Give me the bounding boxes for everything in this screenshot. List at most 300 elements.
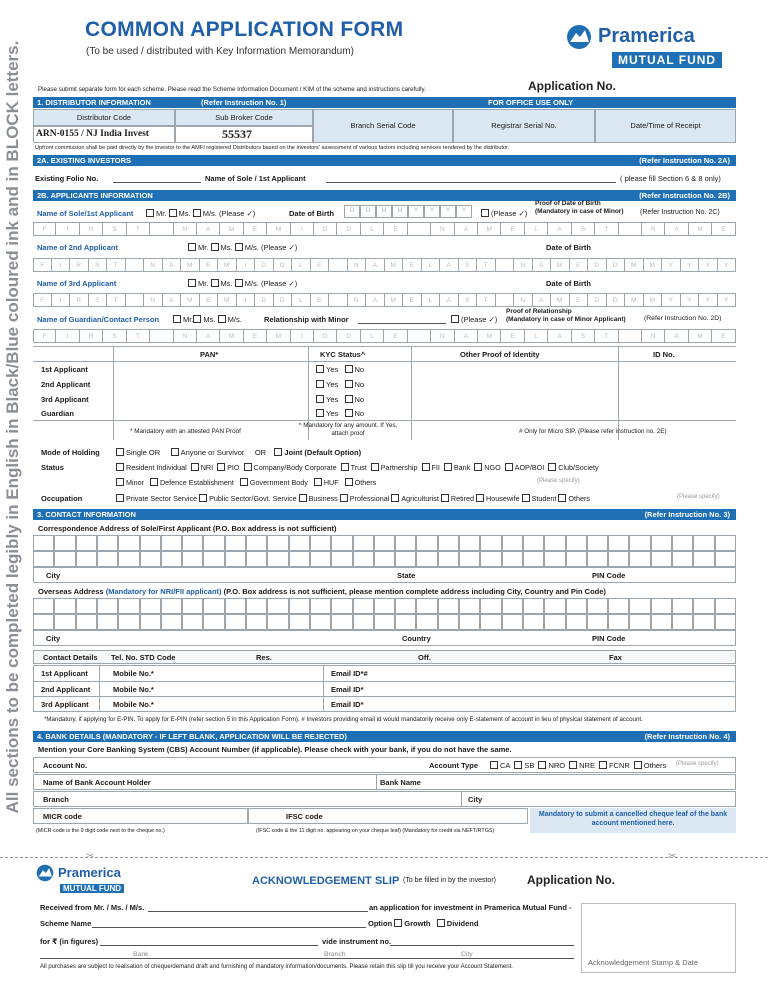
name-char-box[interactable]: D <box>255 293 274 307</box>
name-char-box[interactable]: E <box>244 222 267 236</box>
occupation-options[interactable] <box>116 494 592 503</box>
checkbox[interactable] <box>441 494 449 502</box>
address-char-box[interactable] <box>651 551 672 567</box>
checkbox[interactable] <box>244 463 252 471</box>
address-char-box[interactable] <box>566 551 587 567</box>
address-char-box[interactable] <box>566 598 587 614</box>
name-char-box[interactable]: N <box>174 222 197 236</box>
name-char-box[interactable]: T <box>477 293 496 307</box>
option-item[interactable] <box>345 478 377 487</box>
name-char-box[interactable]: M <box>181 293 200 307</box>
vide-input[interactable] <box>390 945 574 946</box>
address-char-box[interactable] <box>693 598 714 614</box>
folio-input[interactable] <box>113 182 201 183</box>
name-char-box[interactable]: A <box>440 293 459 307</box>
address-char-box[interactable] <box>480 535 501 551</box>
name-char-box[interactable]: I <box>56 222 79 236</box>
checkbox[interactable] <box>116 494 124 502</box>
address-char-box[interactable] <box>353 535 374 551</box>
checkbox[interactable] <box>217 463 225 471</box>
checkbox[interactable] <box>476 494 484 502</box>
address-char-box[interactable] <box>395 535 416 551</box>
address-char-box[interactable] <box>267 614 288 630</box>
name-char-box[interactable]: T <box>127 329 150 343</box>
address-char-box[interactable] <box>267 535 288 551</box>
option-item[interactable] <box>244 463 337 472</box>
name-char-box[interactable] <box>619 329 642 343</box>
name-char-box[interactable] <box>496 293 515 307</box>
address-char-box[interactable] <box>54 535 75 551</box>
name-char-box[interactable]: M <box>218 258 237 272</box>
checkbox[interactable] <box>116 478 124 486</box>
checkbox[interactable] <box>345 478 353 486</box>
address-char-box[interactable] <box>353 551 374 567</box>
name-char-box[interactable]: M <box>551 258 570 272</box>
address-char-box[interactable] <box>459 614 480 630</box>
name-char-box[interactable]: L <box>525 329 548 343</box>
option-item[interactable] <box>371 463 418 472</box>
address-char-box[interactable] <box>544 614 565 630</box>
name-char-box[interactable]: M <box>218 293 237 307</box>
option-item[interactable] <box>634 761 667 770</box>
name-char-box[interactable]: S <box>89 293 108 307</box>
address-char-box[interactable] <box>118 614 139 630</box>
address-char-box[interactable] <box>331 535 352 551</box>
address-char-box[interactable] <box>76 535 97 551</box>
name-char-box[interactable]: M <box>625 258 644 272</box>
address-char-box[interactable] <box>374 614 395 630</box>
option-item[interactable] <box>340 494 390 503</box>
option-item[interactable] <box>341 463 367 472</box>
address-char-box[interactable] <box>459 535 480 551</box>
corr-address-boxes[interactable] <box>33 535 736 567</box>
option-item[interactable] <box>150 478 234 487</box>
name-char-box[interactable]: N <box>514 258 533 272</box>
address-char-box[interactable] <box>54 551 75 567</box>
name-char-box[interactable]: M <box>644 293 663 307</box>
address-char-box[interactable] <box>672 614 693 630</box>
address-char-box[interactable] <box>395 551 416 567</box>
name-char-box[interactable]: T <box>107 293 126 307</box>
option-item[interactable] <box>391 494 439 503</box>
name-char-box[interactable]: A <box>548 329 571 343</box>
name-char-box[interactable]: T <box>595 222 618 236</box>
name-char-box[interactable]: E <box>712 222 735 236</box>
address-char-box[interactable] <box>289 551 310 567</box>
name-char-box[interactable]: D <box>274 293 293 307</box>
option-item[interactable] <box>558 494 590 503</box>
name-char-box[interactable] <box>126 293 145 307</box>
name-char-box[interactable]: E <box>244 329 267 343</box>
address-char-box[interactable] <box>416 535 437 551</box>
name-char-box[interactable]: N <box>174 329 197 343</box>
checkbox[interactable] <box>341 463 349 471</box>
name-char-box[interactable]: L <box>292 293 311 307</box>
option-item[interactable] <box>116 478 144 487</box>
name-char-box[interactable]: F <box>33 293 52 307</box>
checkbox[interactable] <box>444 463 452 471</box>
address-char-box[interactable] <box>438 614 459 630</box>
name-char-box[interactable]: N <box>642 222 665 236</box>
address-char-box[interactable] <box>310 535 331 551</box>
address-char-box[interactable] <box>140 551 161 567</box>
name-char-box[interactable]: Y <box>681 258 700 272</box>
option-item[interactable] <box>422 463 440 472</box>
name-char-box[interactable] <box>150 329 173 343</box>
name-char-box[interactable]: A <box>533 258 552 272</box>
address-char-box[interactable] <box>97 598 118 614</box>
address-char-box[interactable] <box>182 598 203 614</box>
name-char-box[interactable]: A <box>455 329 478 343</box>
amount-input[interactable] <box>100 945 318 946</box>
name-char-box[interactable]: M <box>689 329 712 343</box>
option-item[interactable] <box>217 463 239 472</box>
address-char-box[interactable] <box>161 551 182 567</box>
name-char-box[interactable]: A <box>197 329 220 343</box>
name-char-box[interactable]: E <box>712 329 735 343</box>
name-char-box[interactable]: A <box>366 293 385 307</box>
checkbox[interactable] <box>538 761 546 769</box>
address-char-box[interactable] <box>246 535 267 551</box>
name-char-box[interactable]: I <box>291 222 314 236</box>
option-item[interactable] <box>116 463 187 472</box>
address-char-box[interactable] <box>225 535 246 551</box>
name-char-box[interactable]: D <box>337 329 360 343</box>
sole-applicant-input[interactable] <box>326 182 616 183</box>
address-char-box[interactable] <box>502 614 523 630</box>
address-char-box[interactable] <box>97 614 118 630</box>
address-char-box[interactable] <box>33 614 54 630</box>
name-char-box[interactable]: E <box>501 329 524 343</box>
address-char-box[interactable] <box>374 551 395 567</box>
name-char-box[interactable]: Y <box>718 293 737 307</box>
checkbox[interactable] <box>314 478 322 486</box>
checkbox[interactable] <box>490 761 498 769</box>
guardian-title[interactable]: Mr. Ms. M/s. <box>173 315 242 324</box>
address-char-box[interactable] <box>715 614 736 630</box>
checkbox[interactable] <box>422 463 430 471</box>
name-char-box[interactable]: D <box>314 329 337 343</box>
name-char-box[interactable] <box>408 222 431 236</box>
name-char-box[interactable]: A <box>455 222 478 236</box>
name-char-box[interactable]: M <box>551 293 570 307</box>
address-char-box[interactable] <box>395 598 416 614</box>
address-char-box[interactable] <box>693 614 714 630</box>
name-char-box[interactable]: D <box>274 258 293 272</box>
address-char-box[interactable] <box>140 535 161 551</box>
name-char-box[interactable]: S <box>103 329 126 343</box>
name-char-box[interactable]: N <box>144 293 163 307</box>
address-char-box[interactable] <box>33 535 54 551</box>
address-char-box[interactable] <box>502 535 523 551</box>
name-char-box[interactable]: Y <box>718 258 737 272</box>
address-char-box[interactable] <box>161 535 182 551</box>
address-char-box[interactable] <box>629 535 650 551</box>
address-char-box[interactable] <box>651 535 672 551</box>
name-char-box[interactable]: T <box>107 258 126 272</box>
name-char-box[interactable]: L <box>292 258 311 272</box>
name-char-box[interactable]: E <box>570 258 589 272</box>
name-char-box[interactable]: D <box>588 293 607 307</box>
option-item[interactable] <box>569 761 595 770</box>
address-char-box[interactable] <box>225 598 246 614</box>
address-char-box[interactable] <box>566 614 587 630</box>
guardian-name-boxes[interactable] <box>33 329 736 343</box>
address-char-box[interactable] <box>672 551 693 567</box>
scheme-input[interactable] <box>92 927 366 928</box>
address-char-box[interactable] <box>587 598 608 614</box>
address-char-box[interactable] <box>608 598 629 614</box>
name-char-box[interactable]: F <box>33 258 52 272</box>
address-char-box[interactable] <box>502 598 523 614</box>
address-char-box[interactable] <box>523 614 544 630</box>
applicant-2-title[interactable]: Mr. Ms. M/s. (Please ✓) <box>188 243 297 252</box>
name-char-box[interactable]: M <box>625 293 644 307</box>
kyc-2[interactable]: Yes No <box>316 380 364 389</box>
name-char-box[interactable]: Y <box>662 258 681 272</box>
name-char-box[interactable]: M <box>478 222 501 236</box>
name-char-box[interactable]: L <box>361 329 384 343</box>
option-item[interactable] <box>299 494 338 503</box>
name-char-box[interactable]: F <box>33 222 56 236</box>
name-char-box[interactable]: D <box>588 258 607 272</box>
name-char-box[interactable]: Y <box>681 293 700 307</box>
name-char-box[interactable]: S <box>459 258 478 272</box>
name-char-box[interactable]: A <box>163 258 182 272</box>
name-char-box[interactable]: E <box>200 258 219 272</box>
address-char-box[interactable] <box>416 551 437 567</box>
kyc-4[interactable]: Yes No <box>316 409 364 418</box>
name-char-box[interactable]: T <box>127 222 150 236</box>
option-item[interactable] <box>522 494 557 503</box>
name-char-box[interactable]: M <box>267 329 290 343</box>
address-char-box[interactable] <box>566 535 587 551</box>
address-char-box[interactable] <box>629 614 650 630</box>
address-char-box[interactable] <box>203 551 224 567</box>
status-options-2[interactable] <box>116 478 382 487</box>
name-char-box[interactable]: M <box>478 329 501 343</box>
name-char-box[interactable] <box>329 293 348 307</box>
name-char-box[interactable]: I <box>56 329 79 343</box>
option-item[interactable] <box>474 463 500 472</box>
address-char-box[interactable] <box>544 535 565 551</box>
name-char-box[interactable]: R <box>70 293 89 307</box>
relationship-input[interactable] <box>358 323 446 324</box>
name-char-box[interactable]: Y <box>662 293 681 307</box>
address-char-box[interactable] <box>246 614 267 630</box>
address-char-box[interactable] <box>118 598 139 614</box>
name-char-box[interactable]: T <box>595 329 618 343</box>
account-type-options[interactable] <box>490 761 670 770</box>
address-char-box[interactable] <box>480 551 501 567</box>
sub-broker-value[interactable]: 55537 <box>175 126 313 143</box>
applicant-3-title[interactable]: Mr. Ms. M/s. (Please ✓) <box>188 279 297 288</box>
name-char-box[interactable]: M <box>220 222 243 236</box>
name-char-box[interactable]: A <box>440 258 459 272</box>
checkbox[interactable] <box>548 463 556 471</box>
address-char-box[interactable] <box>629 598 650 614</box>
address-char-box[interactable] <box>715 551 736 567</box>
address-char-box[interactable] <box>310 551 331 567</box>
option-item[interactable] <box>116 494 197 503</box>
name-char-box[interactable]: S <box>89 258 108 272</box>
name-char-box[interactable]: M <box>385 293 404 307</box>
name-char-box[interactable]: L <box>525 222 548 236</box>
name-char-box[interactable]: S <box>459 293 478 307</box>
checkbox[interactable] <box>514 761 522 769</box>
name-char-box[interactable]: Y <box>699 258 718 272</box>
option-item[interactable] <box>441 494 474 503</box>
option-item[interactable] <box>538 761 565 770</box>
address-char-box[interactable] <box>33 551 54 567</box>
checkbox[interactable] <box>599 761 607 769</box>
address-char-box[interactable] <box>480 598 501 614</box>
address-char-box[interactable] <box>97 551 118 567</box>
name-char-box[interactable]: E <box>200 293 219 307</box>
address-char-box[interactable] <box>182 614 203 630</box>
address-char-box[interactable] <box>33 598 54 614</box>
address-char-box[interactable] <box>502 551 523 567</box>
address-char-box[interactable] <box>310 598 331 614</box>
option-item[interactable] <box>191 463 213 472</box>
name-char-box[interactable]: E <box>311 258 330 272</box>
checkbox[interactable] <box>558 494 566 502</box>
address-char-box[interactable] <box>97 535 118 551</box>
address-char-box[interactable] <box>118 551 139 567</box>
address-char-box[interactable] <box>267 551 288 567</box>
checkbox[interactable] <box>340 494 348 502</box>
address-char-box[interactable] <box>353 614 374 630</box>
name-char-box[interactable]: L <box>422 258 441 272</box>
option-item[interactable] <box>490 761 510 770</box>
address-char-box[interactable] <box>76 551 97 567</box>
address-char-box[interactable] <box>203 598 224 614</box>
name-char-box[interactable]: S <box>572 222 595 236</box>
name-char-box[interactable]: N <box>431 222 454 236</box>
applicant-1-dob-boxes[interactable] <box>344 205 472 218</box>
name-char-box[interactable]: F <box>33 329 56 343</box>
address-char-box[interactable] <box>587 614 608 630</box>
address-char-box[interactable] <box>693 535 714 551</box>
name-char-box[interactable]: L <box>361 222 384 236</box>
name-char-box[interactable]: M <box>689 222 712 236</box>
address-char-box[interactable] <box>608 535 629 551</box>
name-char-box[interactable]: M <box>644 258 663 272</box>
option-item[interactable] <box>599 761 630 770</box>
name-char-box[interactable]: E <box>501 222 524 236</box>
name-char-box[interactable]: M <box>385 258 404 272</box>
name-char-box[interactable]: N <box>431 329 454 343</box>
address-char-box[interactable] <box>693 551 714 567</box>
name-char-box[interactable]: A <box>197 222 220 236</box>
mode-holding-options[interactable]: Single OR Anyone or Survivor OR Joint (Default Option) <box>116 448 361 457</box>
name-char-box[interactable]: R <box>70 258 89 272</box>
address-char-box[interactable] <box>480 614 501 630</box>
name-char-box[interactable] <box>126 258 145 272</box>
name-char-box[interactable]: A <box>548 222 571 236</box>
proof-dob-check[interactable]: (Please ✓) <box>481 209 527 218</box>
name-char-box[interactable]: A <box>366 258 385 272</box>
address-char-box[interactable] <box>523 598 544 614</box>
address-char-box[interactable] <box>374 535 395 551</box>
checkbox[interactable] <box>505 463 513 471</box>
name-char-box[interactable]: A <box>533 293 552 307</box>
checkbox[interactable] <box>116 463 124 471</box>
name-char-box[interactable]: I <box>52 258 71 272</box>
address-char-box[interactable] <box>140 614 161 630</box>
checkbox[interactable] <box>371 463 379 471</box>
name-char-box[interactable]: D <box>607 293 626 307</box>
option-item[interactable] <box>505 463 545 472</box>
address-char-box[interactable] <box>289 614 310 630</box>
address-char-box[interactable] <box>289 535 310 551</box>
address-char-box[interactable] <box>76 614 97 630</box>
address-char-box[interactable] <box>459 598 480 614</box>
address-char-box[interactable] <box>246 551 267 567</box>
address-char-box[interactable] <box>54 614 75 630</box>
checkbox[interactable] <box>569 761 577 769</box>
name-char-box[interactable] <box>150 222 173 236</box>
name-char-box[interactable]: D <box>314 222 337 236</box>
address-char-box[interactable] <box>544 598 565 614</box>
address-char-box[interactable] <box>629 551 650 567</box>
applicant-1-name-boxes[interactable] <box>33 222 736 236</box>
name-char-box[interactable] <box>496 258 515 272</box>
address-char-box[interactable] <box>608 614 629 630</box>
checkbox[interactable] <box>634 761 642 769</box>
name-char-box[interactable]: E <box>403 258 422 272</box>
name-char-box[interactable]: M <box>267 222 290 236</box>
checkbox[interactable] <box>522 494 530 502</box>
name-char-box[interactable]: A <box>163 293 182 307</box>
proof-rel-check[interactable]: (Please ✓) <box>451 315 497 324</box>
name-char-box[interactable]: M <box>181 258 200 272</box>
applicant-3-name-boxes[interactable] <box>33 293 736 307</box>
address-char-box[interactable] <box>331 551 352 567</box>
address-char-box[interactable] <box>587 535 608 551</box>
name-char-box[interactable]: R <box>80 329 103 343</box>
option-item[interactable] <box>514 761 534 770</box>
name-char-box[interactable]: D <box>337 222 360 236</box>
address-char-box[interactable] <box>523 535 544 551</box>
address-char-box[interactable] <box>161 598 182 614</box>
address-char-box[interactable] <box>438 535 459 551</box>
address-char-box[interactable] <box>118 535 139 551</box>
address-char-box[interactable] <box>225 551 246 567</box>
address-char-box[interactable] <box>310 614 331 630</box>
name-char-box[interactable]: D <box>607 258 626 272</box>
address-char-box[interactable] <box>353 598 374 614</box>
address-char-box[interactable] <box>715 535 736 551</box>
name-char-box[interactable]: Y <box>699 293 718 307</box>
name-char-box[interactable]: D <box>255 258 274 272</box>
address-char-box[interactable] <box>672 535 693 551</box>
distributor-code-value[interactable]: ARN-0155 / NJ India Invest <box>33 126 175 143</box>
name-char-box[interactable]: I <box>52 293 71 307</box>
address-char-box[interactable] <box>54 598 75 614</box>
address-char-box[interactable] <box>416 614 437 630</box>
address-char-box[interactable] <box>715 598 736 614</box>
option-item[interactable] <box>548 463 598 472</box>
name-char-box[interactable]: I <box>291 329 314 343</box>
address-char-box[interactable] <box>140 598 161 614</box>
option-item[interactable] <box>199 494 296 503</box>
checkbox[interactable] <box>391 494 399 502</box>
checkbox[interactable] <box>191 463 199 471</box>
address-char-box[interactable] <box>331 598 352 614</box>
name-char-box[interactable]: L <box>422 293 441 307</box>
address-char-box[interactable] <box>267 598 288 614</box>
